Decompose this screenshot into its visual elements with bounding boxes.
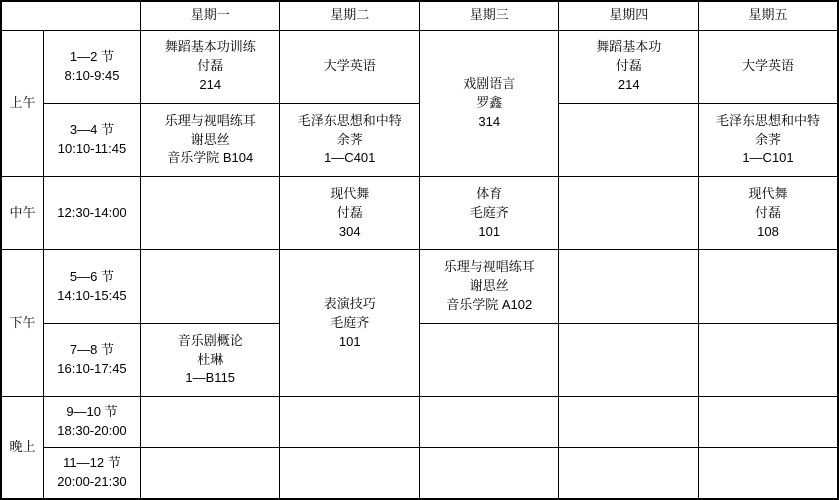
period-time-cell <box>43 177 140 250</box>
teacher-name: 杜琳 <box>197 351 224 367</box>
class-cell <box>280 250 420 397</box>
course-name: 乐理与视唱练耳 <box>443 259 535 275</box>
course-name: 乐理与视唱练耳 <box>164 112 256 128</box>
period-clock: 16:10-17:45 <box>57 360 127 376</box>
room-number: 1—C401 <box>324 150 376 166</box>
class-cell <box>140 323 280 396</box>
empty-cell <box>140 250 280 323</box>
header-corner-cell <box>1 1 140 30</box>
period-number: 11—12 节 <box>63 455 121 471</box>
course-name: 音乐剧概论 <box>177 332 243 348</box>
empty-cell <box>559 177 699 250</box>
empty-cell <box>419 397 559 448</box>
timetable-row <box>1 323 838 396</box>
period-number: 3—4 节 <box>69 122 114 138</box>
period-clock: 20:00-21:30 <box>57 474 127 489</box>
empty-cell <box>419 448 559 500</box>
period-number: 1—2 节 <box>69 48 114 64</box>
period-time-cell <box>43 397 140 448</box>
timetable-row <box>1 30 838 103</box>
teacher-name: 付磊 <box>615 58 642 74</box>
teacher-name: 付磊 <box>754 204 781 220</box>
class-cell <box>698 30 838 103</box>
room-number: 214 <box>199 77 222 93</box>
day-header-2: 星期二 <box>280 1 420 30</box>
room-number: 音乐学院 A102 <box>446 297 533 313</box>
class-cell <box>140 103 280 176</box>
segment-label-3: 下午 <box>1 250 43 397</box>
period-clock: 8:10-9:45 <box>64 67 120 83</box>
empty-cell <box>559 448 699 500</box>
empty-cell <box>280 397 420 448</box>
empty-cell <box>698 250 838 323</box>
day-header-5: 星期五 <box>698 1 838 30</box>
teacher-name: 付磊 <box>197 58 224 74</box>
period-number: 9—10 节 <box>66 404 118 420</box>
class-cell <box>698 177 838 250</box>
period-time-cell <box>43 448 140 500</box>
empty-cell <box>698 448 838 500</box>
empty-cell <box>559 397 699 448</box>
period-number: 7—8 节 <box>69 342 114 358</box>
timetable-row <box>1 397 838 448</box>
class-cell <box>280 30 420 103</box>
room-number: 音乐学院 B104 <box>167 150 254 166</box>
period-clock: 12:30-14:00 <box>57 204 127 220</box>
empty-cell <box>419 323 559 396</box>
course-name: 大学英语 <box>741 58 794 74</box>
teacher-name: 谢思丝 <box>469 278 509 294</box>
class-cell <box>140 30 280 103</box>
course-name: 表演技巧 <box>323 296 376 312</box>
teacher-name: 罗鑫 <box>476 94 503 110</box>
empty-cell <box>559 250 699 323</box>
room-number: 304 <box>338 223 361 239</box>
course-name: 毛泽东思想和中特 <box>297 112 402 128</box>
segment-label-2: 中午 <box>1 177 43 250</box>
empty-cell <box>280 448 420 500</box>
course-name: 现代舞 <box>748 186 788 202</box>
segment-label-1: 上午 <box>1 30 43 177</box>
period-time-cell <box>43 30 140 103</box>
class-cell <box>280 103 420 176</box>
empty-cell <box>559 323 699 396</box>
period-time-cell <box>43 103 140 176</box>
course-name: 大学英语 <box>323 58 376 74</box>
class-cell <box>280 177 420 250</box>
teacher-name: 毛庭齐 <box>469 204 509 220</box>
class-cell <box>419 250 559 323</box>
day-header-1: 星期一 <box>140 1 280 30</box>
period-time-cell <box>43 323 140 396</box>
room-number: 1—B115 <box>185 370 236 386</box>
day-header-4: 星期四 <box>559 1 699 30</box>
empty-cell <box>140 448 280 500</box>
teacher-name: 谢思丝 <box>190 131 230 147</box>
segment-label-4: 晚上 <box>1 397 43 499</box>
room-number: 214 <box>617 77 640 93</box>
course-name: 舞蹈基本功训练 <box>164 39 256 55</box>
course-name: 现代舞 <box>330 186 370 202</box>
day-header-3: 星期三 <box>419 1 559 30</box>
period-clock: 18:30-20:00 <box>57 423 127 439</box>
timetable-header-row <box>1 1 838 30</box>
period-clock: 14:10-15:45 <box>57 287 127 303</box>
empty-cell <box>698 323 838 396</box>
empty-cell <box>140 177 280 250</box>
class-cell <box>698 103 838 176</box>
room-number: 314 <box>478 113 501 129</box>
empty-cell <box>698 397 838 448</box>
period-number: 5—6 节 <box>69 268 114 284</box>
course-name: 毛泽东思想和中特 <box>715 112 820 128</box>
teacher-name: 毛庭齐 <box>330 314 370 330</box>
timetable-row <box>1 448 838 500</box>
room-number: 108 <box>757 223 779 239</box>
teacher-name: 余荠 <box>336 131 363 147</box>
room-number: 1—C101 <box>742 150 794 166</box>
teacher-name: 付磊 <box>336 204 363 220</box>
teacher-name: 余荠 <box>754 131 781 147</box>
room-number: 101 <box>478 223 501 239</box>
room-number: 101 <box>338 333 361 349</box>
course-name: 体育 <box>476 186 503 202</box>
course-name: 戏剧语言 <box>463 76 516 92</box>
timetable-row <box>1 177 838 250</box>
empty-cell <box>559 103 699 176</box>
class-cell <box>419 177 559 250</box>
period-time-cell <box>43 250 140 323</box>
empty-cell <box>140 397 280 448</box>
course-name: 舞蹈基本功 <box>596 39 662 55</box>
class-cell <box>419 30 559 177</box>
period-clock: 10:10-11:45 <box>57 140 127 156</box>
timetable-row <box>1 250 838 323</box>
class-cell <box>559 30 699 103</box>
